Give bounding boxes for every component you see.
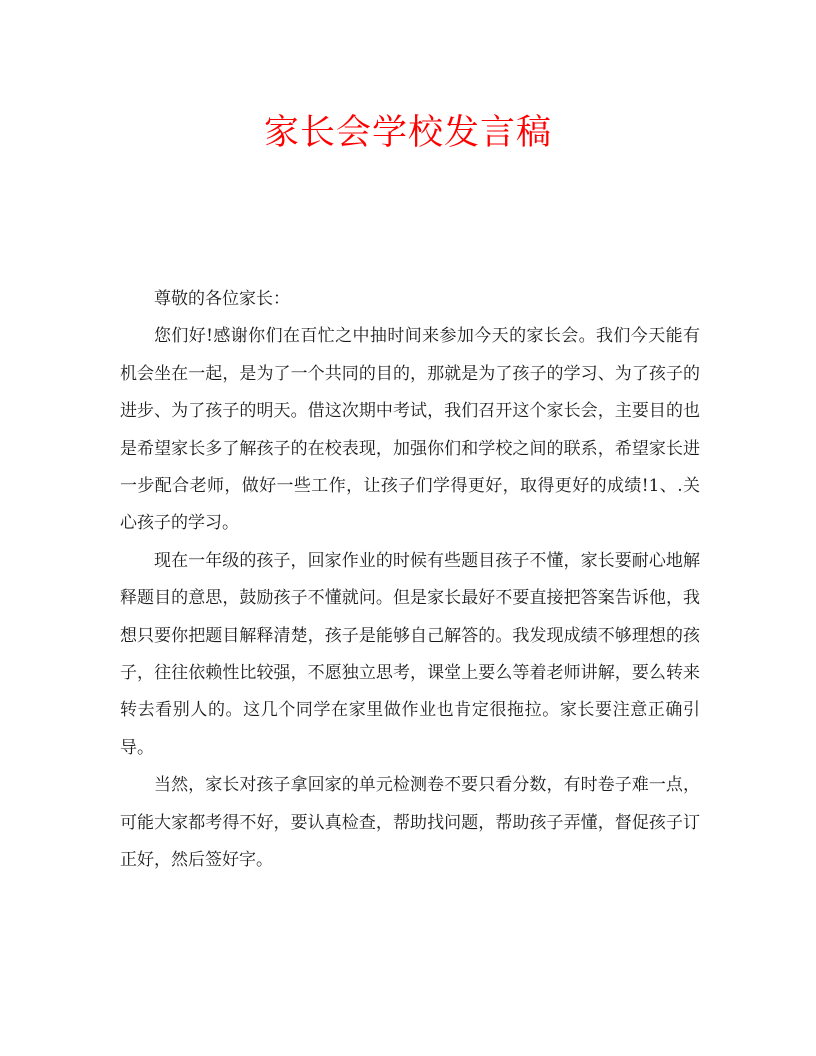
paragraph-2: 现在一年级的孩子，回家作业的时候有些题目孩子不懂，家长要耐心地解释题目的意思，鼓励孩子不懂就问。但是家长最好不要直接把答案告诉他，我想只要你把题目解释清楚，孩子是能够自己解答的。我发现成绩不够理想的孩子，往往依赖性比较强，不愿独立思考，课堂上要么等着老师讲解，要么转来转去看别人的。这几个同学在家里做作业也肯定很拖拉。家长要注意正确引导。 <box>120 550 700 758</box>
paragraph-1: 您们好!感谢你们在百忙之中抽时间来参加今天的家长会。我们今天能有机会坐在一起，是为了一个共同的目的，那就是为了孩子的学习、为了孩子的进步、为了孩子的明天。借这次期中考试，我们召开这个家长会，主要目的也是希望家长多了解孩子的在校表现，加强你们和学校之间的联系，希望家长进一步配合老师，做好一些工作，让孩子们学得更好，取得更好的成绩!1、.关心孩子的学习。 <box>120 326 700 534</box>
salutation: 尊敬的各位家长： <box>154 289 290 309</box>
document-body <box>120 281 700 880</box>
paragraph-3: 当然，家长对孩子拿回家的单元检测卷不要只看分数，有时卷子难一点，可能大家都考得不好，要认真检查，帮助找问题，帮助孩子弄懂，督促孩子订正好，然后签好字。 <box>120 775 700 871</box>
document-title: 家长会学校发言稿 <box>263 113 552 153</box>
